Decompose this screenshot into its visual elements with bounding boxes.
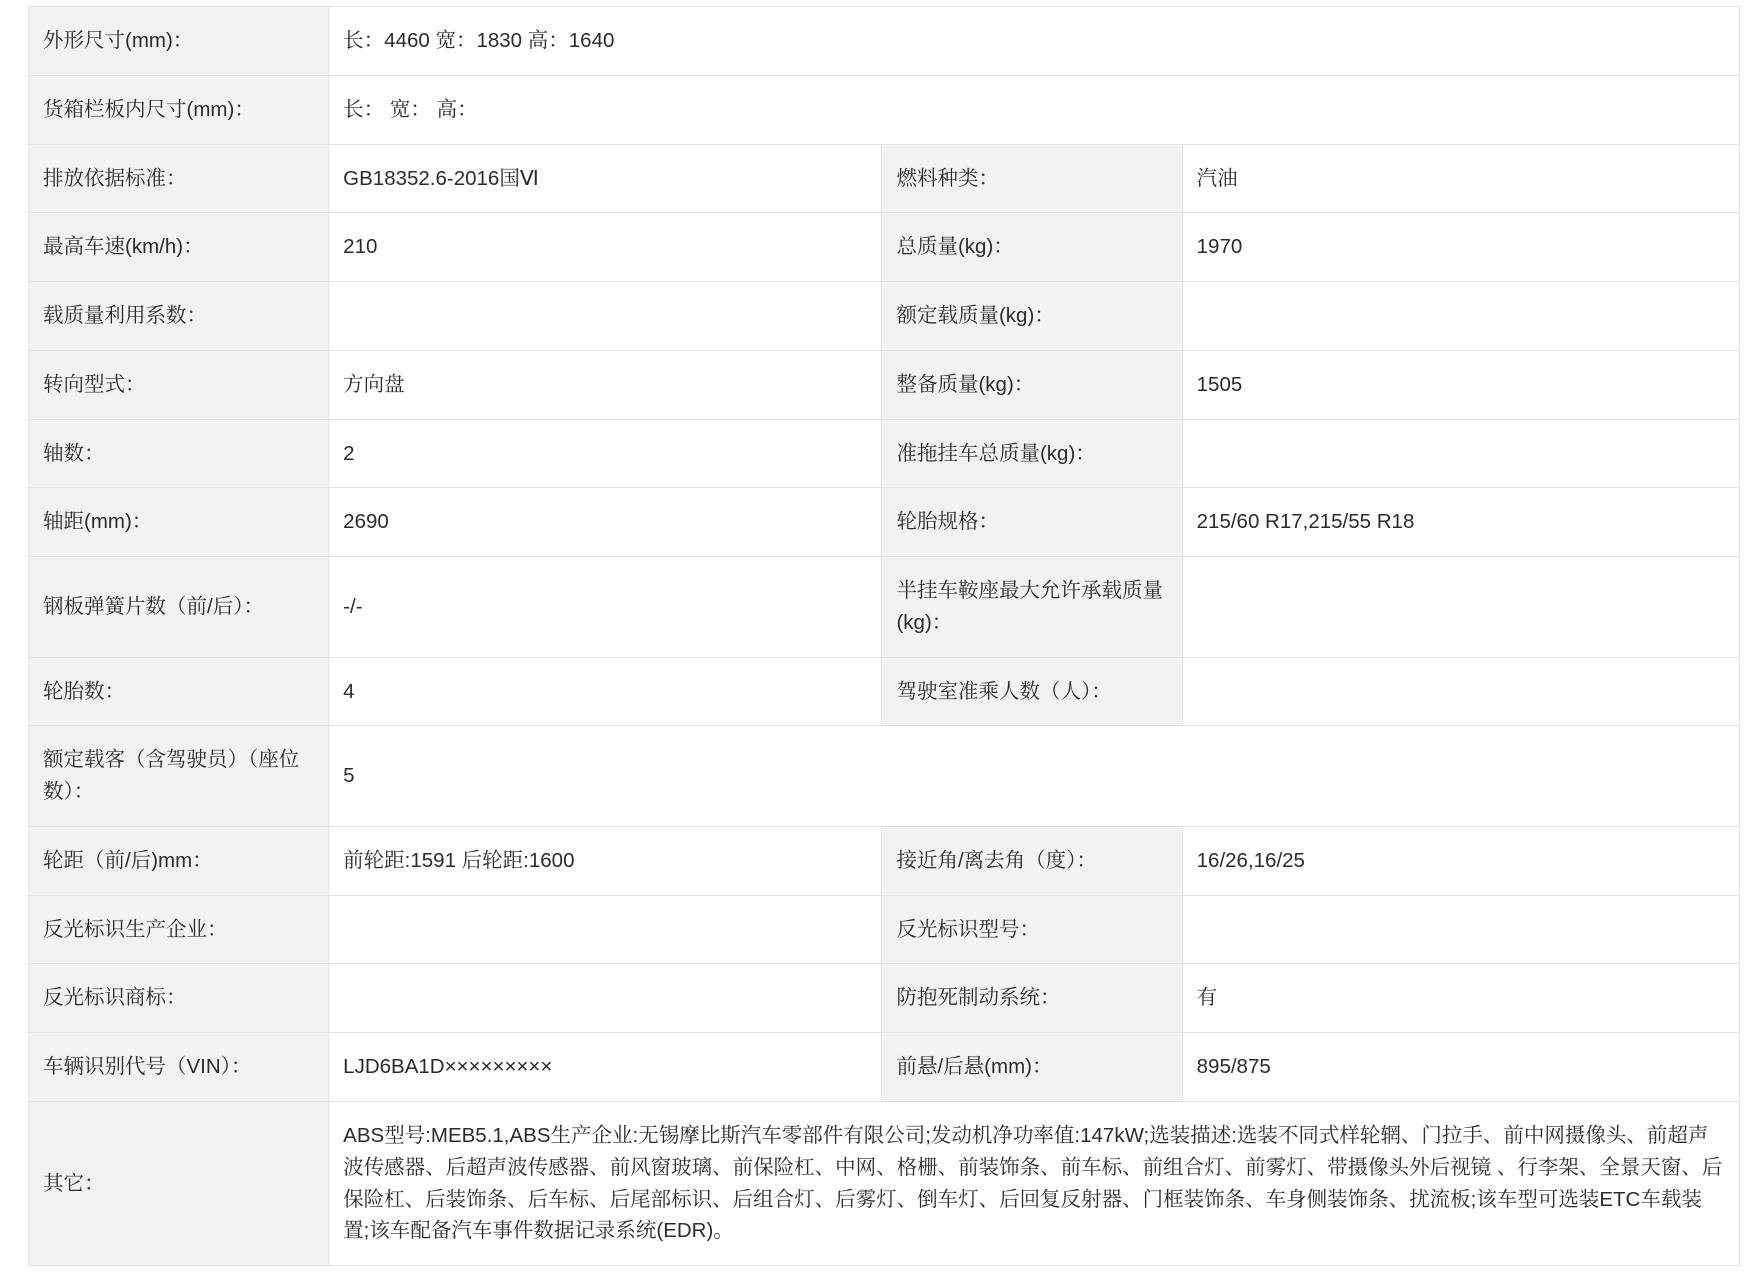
row-label: 货箱栏板内尺寸(mm)：	[29, 75, 329, 144]
row-label: 准拖挂车总质量(kg)：	[882, 419, 1182, 488]
table-row	[29, 895, 1740, 964]
row-value: -/-	[329, 557, 882, 658]
row-value: 1970	[1182, 213, 1739, 282]
table-row	[29, 350, 1740, 419]
table-row	[29, 1033, 1740, 1102]
row-label: 车辆识别代号（VIN）：	[29, 1033, 329, 1102]
row-value	[1182, 282, 1739, 351]
row-label: 其它：	[29, 1102, 329, 1266]
row-value: 方向盘	[329, 350, 882, 419]
table-row	[29, 213, 1740, 282]
row-value: 895/875	[1182, 1033, 1739, 1102]
row-label: 总质量(kg)：	[882, 213, 1182, 282]
row-value: ABS型号:MEB5.1,ABS生产企业:无锡摩比斯汽车零部件有限公司;发动机净功率值:147kW;选装描述:选装不同式样轮辋、门拉手、前中网摄像头、前超声波传感器、后超声波传感器、前风窗玻璃、前保险杠、中网、格栅、前装饰条、前车标、前组合灯、前雾灯、带摄像头外后视镜 、行李架、全景天窗、后保险杠、后装饰条、后车标、后尾部标识、后组合灯、后雾灯、倒车灯、后回复反射器、门框装饰条、车身侧装饰条、扰流板;该车型可选装ETC车载装置;该车配备汽车事件数据记录系统(EDR)。	[329, 1102, 1740, 1266]
table-row	[29, 557, 1740, 658]
row-value: GB18352.6-2016国Ⅵ	[329, 144, 882, 213]
row-value: 2690	[329, 488, 882, 557]
row-label: 半挂车鞍座最大允许承载质量(kg)：	[882, 557, 1182, 658]
row-label: 整备质量(kg)：	[882, 350, 1182, 419]
table-row	[29, 75, 1740, 144]
row-label: 轮距（前/后)mm：	[29, 826, 329, 895]
row-label: 额定载质量(kg)：	[882, 282, 1182, 351]
row-value: 长： 宽： 高：	[329, 75, 1740, 144]
table-row	[29, 826, 1740, 895]
table-row-other	[29, 1102, 1740, 1266]
vehicle-spec-table	[28, 6, 1740, 1266]
row-label: 轮胎数：	[29, 657, 329, 726]
row-label: 钢板弹簧片数（前/后）：	[29, 557, 329, 658]
table-row	[29, 7, 1740, 76]
row-value: 16/26,16/25	[1182, 826, 1739, 895]
row-label: 轴数：	[29, 419, 329, 488]
row-value: 4	[329, 657, 882, 726]
table-row	[29, 964, 1740, 1033]
row-value: 前轮距:1591 后轮距:1600	[329, 826, 882, 895]
row-value	[329, 282, 882, 351]
row-label: 轮胎规格：	[882, 488, 1182, 557]
table-row	[29, 726, 1740, 827]
row-value	[1182, 419, 1739, 488]
row-label: 反光标识型号：	[882, 895, 1182, 964]
row-value: 210	[329, 213, 882, 282]
row-value	[1182, 895, 1739, 964]
row-value: 汽油	[1182, 144, 1739, 213]
row-label: 前悬/后悬(mm)：	[882, 1033, 1182, 1102]
row-label: 反光标识生产企业：	[29, 895, 329, 964]
row-value: 1505	[1182, 350, 1739, 419]
row-label: 接近角/离去角（度）：	[882, 826, 1182, 895]
row-value: 2	[329, 419, 882, 488]
row-label: 驾驶室准乘人数（人）：	[882, 657, 1182, 726]
row-label: 转向型式：	[29, 350, 329, 419]
table-row	[29, 488, 1740, 557]
row-value: 长：4460 宽：1830 高：1640	[329, 7, 1740, 76]
table-row	[29, 657, 1740, 726]
row-value	[329, 964, 882, 1033]
row-label: 最高车速(km/h)：	[29, 213, 329, 282]
row-value: LJD6BA1D×××××××××	[329, 1033, 882, 1102]
row-label: 外形尺寸(mm)：	[29, 7, 329, 76]
row-label: 反光标识商标：	[29, 964, 329, 1033]
row-value: 5	[329, 726, 1740, 827]
table-row	[29, 144, 1740, 213]
table-row	[29, 419, 1740, 488]
row-label: 额定载客（含驾驶员）（座位数）：	[29, 726, 329, 827]
row-label: 轴距(mm)：	[29, 488, 329, 557]
row-value: 215/60 R17,215/55 R18	[1182, 488, 1739, 557]
row-label: 排放依据标准：	[29, 144, 329, 213]
row-label: 防抱死制动系统：	[882, 964, 1182, 1033]
row-value	[1182, 657, 1739, 726]
table-row	[29, 282, 1740, 351]
row-value: 有	[1182, 964, 1739, 1033]
row-label: 载质量利用系数：	[29, 282, 329, 351]
row-label: 燃料种类：	[882, 144, 1182, 213]
spec-table-body	[29, 7, 1740, 1266]
row-value	[329, 895, 882, 964]
row-value	[1182, 557, 1739, 658]
